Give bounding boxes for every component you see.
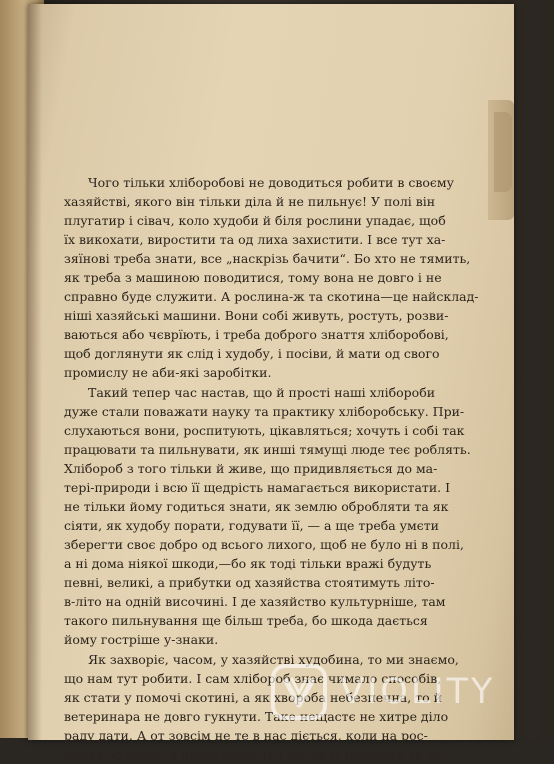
text-line: не тільки йому годиться знати, як землю обробляти та як [64, 499, 449, 514]
text-line: справно буде служити. А рослина-ж та скотина—це найсклад- [64, 289, 479, 304]
text-line: їх викохати, виростити та од лиха захистити. І все тут ха- [64, 232, 446, 247]
text-line: йому гостріше у-знаки. [64, 632, 219, 647]
text-line: як стати у помочі скотині, а як хвороба небезпечна, то й [64, 690, 442, 705]
watermark-brand: VIOLITY [340, 672, 496, 712]
text-line: в-літо на одній височині. І де хазяйство культурніше, там [64, 594, 446, 609]
text-line: Як захворіє, часом, у хазяйстві худобина, то ми знаємо, [88, 652, 459, 667]
text-line: хазяйстві, якого він тільки діла й не пильнує! У полі він [64, 194, 436, 209]
text-line: слухаються вони, роспитують, цікавляться; хочуть і собі так [64, 423, 465, 438]
text-line: що нам тут робити. І сам хлібороб знає чимало способів, [64, 671, 442, 686]
text-line: Чого тільки хліборобові не доводиться робити в своєму [88, 175, 454, 190]
text-line: Хлібороб з того тільки й живе, що придивляється до ма- [64, 461, 438, 476]
text-line: певні, великі, а прибутки од хазяйства стоятимуть літо- [64, 575, 435, 590]
text-line: ніші хазяйські машини. Вони собі живуть, ростуть, розви- [64, 308, 449, 323]
text-line: тері-природи і всю її щедрість намагається використати. І [64, 480, 451, 495]
text-line: раду дати. А от зовсім не те в нас діється, коли на рос- [64, 728, 428, 743]
text-line: промислу не аби-які заробітки. [64, 365, 272, 380]
text-line: щоб доглянути як слід і худобу, і посіви, й мати од свого [64, 346, 440, 361]
text-line: ваються або чєврїють, і треба доброго знаття хліборобові, [64, 327, 449, 342]
text-line: дуже стали поважати науку та практику хліборобську. При- [64, 404, 465, 419]
text-line: ветеринара не довго гукнути. Таке нещастє не хитре діло [64, 709, 449, 724]
text-line: працювати та пильнувати, як инші тямущі люде теє роблять. [64, 442, 471, 457]
text-line: зяїнові треба знати, все „наскрізь бачити“. Бо хто не тямить, [64, 251, 471, 266]
violity-logo-icon [270, 663, 328, 721]
text-line: як треба з машиною поводитися, тому вона не довго і не [64, 270, 442, 285]
text-line: сіяти, як худобу порати, годувати її, — а ще треба умєти [64, 518, 439, 533]
text-line: а ні дома ніякої шкоди,—бо як тоді тільки вражі будуть [64, 556, 432, 571]
text-line: Такий тепер час настав, що й прості наші хлібороби [88, 385, 436, 400]
text-line: плугатир і сівач, коло худоби й біля рослини упадає, щоб [64, 213, 446, 228]
text-line: зберегти своє добро од всього лихого, щоб не було ні в полі, [64, 537, 464, 552]
text-line: линах об'явиться якась напасть і почне їх нівечити та то- [64, 747, 445, 762]
text-line: такого пильнування ще більш треба, бо шкода дається [64, 613, 428, 628]
watermark [270, 660, 530, 726]
